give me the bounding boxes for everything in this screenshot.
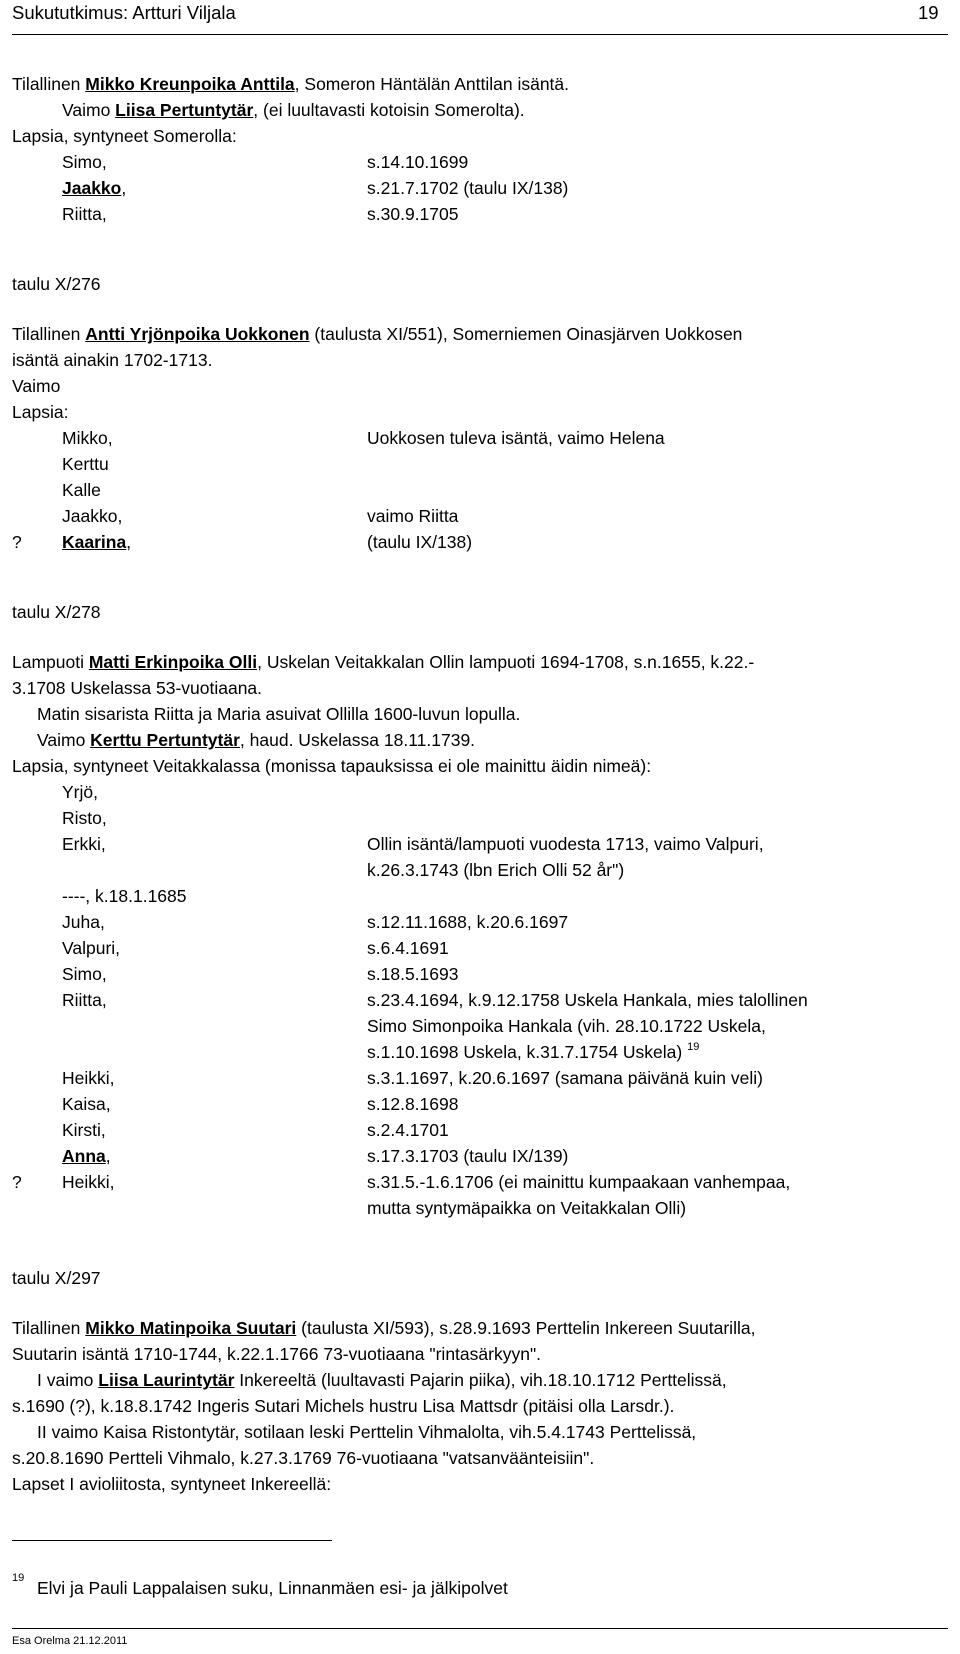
header-rule — [12, 34, 948, 35]
footer-text: Esa Orelma 21.12.2011 — [12, 1635, 128, 1647]
child-name: Simo, — [62, 964, 107, 984]
s4-line1: Tilallinen Mikko Matinpoika Suutari (taulusta XI/593), s.28.9.1693 Perttelin Inkereen Suutarilla, — [12, 1318, 756, 1338]
child-info: k.26.3.1743 (lbn Erich Olli 52 år") — [367, 860, 625, 880]
child-info: s.12.8.1698 — [367, 1094, 459, 1114]
child-name: Kirsti, — [62, 1120, 106, 1140]
child-name: Kaisa, — [62, 1094, 111, 1114]
s3-line5: Lapsia, syntyneet Veitakkalassa (monissa tapauksissa ei ole mainittu äidin nimeä): — [12, 756, 652, 776]
child-info: s.21.7.1702 (taulu IX/138) — [367, 178, 569, 198]
child-info: s.1.10.1698 Uskela, k.31.7.1754 Uskela) $^{19}$ — [367, 1041, 700, 1062]
child-name: Kalle — [62, 480, 101, 500]
child-name: Jaakko, — [62, 178, 127, 198]
child-info: s.3.1.1697, k.20.6.1697 (samana päivänä kuin veli) — [367, 1068, 763, 1088]
s1-line2: Vaimo Liisa Pertuntytär, (ei luultavasti kotoisin Somerolta). — [62, 100, 525, 120]
child-info: vaimo Riitta — [367, 506, 459, 526]
s2-line2: isäntä ainakin 1702-1713. — [12, 350, 213, 370]
person-link: Kerttu Pertuntytär — [90, 730, 240, 750]
footnote-number: 19 — [12, 1572, 25, 1584]
child-info: s.17.3.1703 (taulu IX/139) — [367, 1146, 569, 1166]
child-name: Riitta, — [62, 204, 107, 224]
s4-line4: s.1690 (?), k.18.8.1742 Ingeris Sutari Michels hustru Lisa Mattsdr (pitäisi olla Larsdr.). — [12, 1396, 675, 1416]
taulu-heading: taulu X/276 — [12, 274, 101, 294]
s4-line7: Lapset I avioliitosta, syntyneet Inkereellä: — [12, 1474, 332, 1494]
child-name: Risto, — [62, 808, 107, 828]
s1-line3: Lapsia, syntyneet Somerolla: — [12, 126, 237, 146]
s3-line2: 3.1708 Uskelassa 53-vuotiaana. — [12, 678, 263, 698]
child-info: s.30.9.1705 — [367, 204, 459, 224]
child-name: Heikki, — [62, 1172, 115, 1192]
person-link: Liisa Laurintytär — [98, 1370, 235, 1390]
child-name: Mikko, — [62, 428, 113, 448]
person-link: Mikko Kreunpoika Anttila — [85, 74, 295, 94]
child-name: Kerttu — [62, 454, 109, 474]
s4-line5: II vaimo Kaisa Ristontytär, sotilaan leski Perttelin Vihmalolta, vih.5.4.1743 Perttelissä, — [37, 1422, 697, 1442]
child-info: (taulu IX/138) — [367, 532, 473, 552]
person-link: Matti Erkinpoika Olli — [88, 652, 258, 672]
s3-line1: Lampuoti Matti Erkinpoika Olli, Uskelan Veitakkalan Ollin lampuoti 1694-1708, s.n.1655, k.22.- — [12, 652, 755, 672]
child-info: mutta syntymäpaikka on Veitakkalan Olli) — [367, 1198, 687, 1218]
uncertain-mark: ? — [12, 1172, 22, 1192]
child-name: Juha, — [62, 912, 105, 932]
child-info: Ollin isäntä/lampuoti vuodesta 1713, vaimo Valpuri, — [367, 834, 764, 854]
child-info: s.31.5.-1.6.1706 (ei mainittu kumpaakaan vanhempaa, — [367, 1172, 791, 1192]
child-name: ----, k.18.1.1685 — [62, 886, 187, 906]
s2-line1: Tilallinen Antti Yrjönpoika Uokkonen (taulusta XI/551), Somerniemen Oinasjärven Uokkosen — [12, 324, 743, 344]
person-link: Mikko Matinpoika Suutari — [85, 1318, 297, 1338]
person-link: Antti Yrjönpoika Uokkonen — [85, 324, 310, 344]
page-number: 19 — [918, 2, 939, 23]
s3-line3: Matin sisarista Riitta ja Maria asuivat Ollilla 1600-luvun lopulla. — [37, 704, 521, 724]
page-header-title: Sukututkimus: Artturi Viljala — [12, 2, 236, 23]
child-name: Jaakko, — [62, 506, 123, 526]
child-name: Erkki, — [62, 834, 106, 854]
child-name: Simo, — [62, 152, 107, 172]
child-info: Uokkosen tuleva isäntä, vaimo Helena — [367, 428, 665, 448]
s1-line1: Tilallinen Mikko Kreunpoika Anttila, Someron Häntälän Anttilan isäntä. — [12, 74, 570, 94]
child-info: s.14.10.1699 — [367, 152, 469, 172]
s3-line4: Vaimo Kerttu Pertuntytär, haud. Uskelassa 18.11.1739. — [37, 730, 476, 750]
child-info: s.2.4.1701 — [367, 1120, 449, 1140]
child-name: Riitta, — [62, 990, 107, 1010]
child-info: s.23.4.1694, k.9.12.1758 Uskela Hankala, mies talollinen — [367, 990, 808, 1010]
child-name: Heikki, — [62, 1068, 115, 1088]
footer-rule — [12, 1628, 948, 1629]
s4-line3: I vaimo Liisa Laurintytär Inkereeltä (luultavasti Pajarin piika), vih.18.10.1712 Perttelissä, — [37, 1370, 727, 1390]
s4-line6: s.20.8.1690 Pertteli Vihmalo, k.27.3.1769 76-vuotiaana "vatsanväänteisiin". — [12, 1448, 595, 1468]
child-info: s.18.5.1693 — [367, 964, 459, 984]
s2-line4: Lapsia: — [12, 402, 69, 422]
child-info: Simo Simonpoika Hankala (vih. 28.10.1722 Uskela, — [367, 1016, 766, 1036]
s4-line2: Suutarin isäntä 1710-1744, k.22.1.1766 73-vuotiaana "rintasärkyyn". — [12, 1344, 542, 1364]
child-name: Yrjö, — [62, 782, 98, 802]
footnote-text: Elvi ja Pauli Lappalaisen suku, Linnanmäen esi- ja jälkipolvet — [37, 1578, 508, 1598]
s2-line3: Vaimo — [12, 376, 61, 396]
child-info: s.12.11.1688, k.20.6.1697 — [367, 912, 569, 932]
taulu-heading: taulu X/278 — [12, 602, 101, 622]
child-name: Valpuri, — [62, 938, 121, 958]
uncertain-mark: ? — [12, 532, 22, 552]
child-info: s.6.4.1691 — [367, 938, 449, 958]
child-name: Anna, — [62, 1146, 111, 1166]
footnote-ref: 19 — [687, 1041, 700, 1053]
person-link: Liisa Pertuntytär — [115, 100, 254, 120]
taulu-heading: taulu X/297 — [12, 1268, 101, 1288]
footnote-rule — [12, 1540, 332, 1541]
child-name: Kaarina, — [62, 532, 132, 552]
